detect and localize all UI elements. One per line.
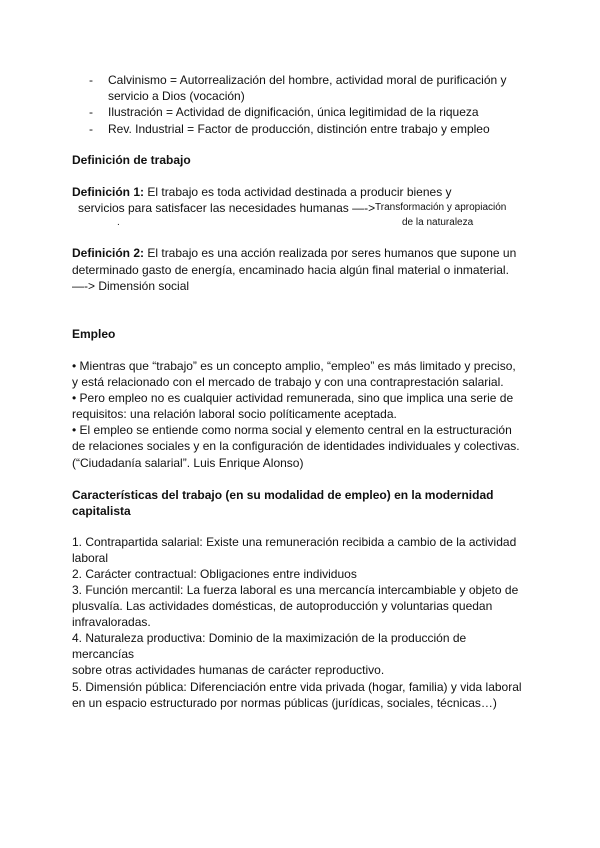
- definition-1-line: servicios para satisfacer las necesidades humanas —->: [78, 201, 376, 215]
- definition-1-note: Transformación y apropiación: [375, 202, 507, 213]
- definition-1-note: de la naturaleza: [402, 217, 474, 228]
- list-line: plusvalía. Las actividades domésticas, de autoproducción y voluntarias quedan: [72, 599, 493, 613]
- definition-1-line: [72, 184, 452, 200]
- paragraph-line: de relaciones sociales y en la configuración de identidades individuales y colectivas.: [72, 439, 520, 453]
- definition-2-text: El trabajo es una acción realizada por seres humanos que supone un: [144, 246, 517, 260]
- bullet-dash: -: [89, 105, 93, 119]
- definition-2-line: determinado gasto de energía, encaminado hacia algún final material o inmaterial.: [72, 263, 509, 277]
- list-line: 5. Dimensión pública: Diferenciación entre vida privada (hogar, familia) y vida laboral: [72, 680, 522, 694]
- list-line: en un espacio estructurado por normas públicas (jurídicas, sociales, técnicas…): [72, 696, 497, 710]
- definition-1-label: Definición 1:: [72, 185, 145, 199]
- definition-2-label: Definición 2:: [72, 246, 145, 260]
- list-line: 2. Carácter contractual: Obligaciones entre individuos: [72, 567, 357, 581]
- bullet-line: Ilustración = Actividad de dignificación, única legitimidad de la riqueza: [108, 105, 479, 119]
- definition-1-text: El trabajo es toda actividad destinada a producir bienes y: [144, 185, 452, 199]
- list-line: sobre otras actividades humanas de carácter reproductivo.: [72, 663, 385, 677]
- bullet-dash: -: [89, 73, 93, 87]
- list-line: mercancías: [72, 647, 135, 661]
- paragraph-line: • Pero empleo no es cualquier actividad remunerada, sino que implica una serie de: [72, 391, 514, 405]
- list-line: 4. Naturaleza productiva: Dominio de la maximización de la producción de: [72, 631, 467, 645]
- list-line: infravaloradas.: [72, 615, 151, 629]
- section-heading: Empleo: [72, 327, 116, 341]
- definition-2-line: [72, 245, 516, 261]
- paragraph-line: • El empleo se entiende como norma social y elemento central en la estructuración: [72, 423, 512, 437]
- definition-2-line: —-> Dimensión social: [72, 279, 190, 293]
- bullet-line: Rev. Industrial = Factor de producción, distinción entre trabajo y empleo: [108, 122, 490, 136]
- bullet-line: Calvinismo = Autorrealización del hombre, actividad moral de purificación y: [108, 73, 507, 87]
- section-heading: Características del trabajo (en su modalidad de empleo) en la modernidad: [72, 488, 494, 502]
- bullet-dash: -: [89, 122, 93, 136]
- paragraph-line: y está relacionado con el mercado de trabajo y con una contraprestación salarial.: [72, 375, 504, 389]
- list-line: 3. Función mercantil: La fuerza laboral es una mercancía intercambiable y objeto de: [72, 583, 519, 597]
- bullet-line: servicio a Dios (vocación): [108, 89, 245, 103]
- list-line: laboral: [72, 551, 109, 565]
- paragraph-line: requisitos: una relación laboral socio políticamente aceptada.: [72, 407, 397, 421]
- paragraph-line: (“Ciudadanía salarial”. Luis Enrique Alonso): [72, 456, 304, 470]
- paragraph-line: • Mientras que “trabajo” es un concepto amplio, “empleo” es más limitado y preciso,: [72, 359, 516, 373]
- definition-1-dot: .: [117, 217, 120, 228]
- list-line: 1. Contrapartida salarial: Existe una remuneración recibida a cambio de la actividad: [72, 535, 517, 549]
- section-heading: capitalista: [72, 504, 131, 518]
- section-heading: Definición de trabajo: [72, 153, 191, 167]
